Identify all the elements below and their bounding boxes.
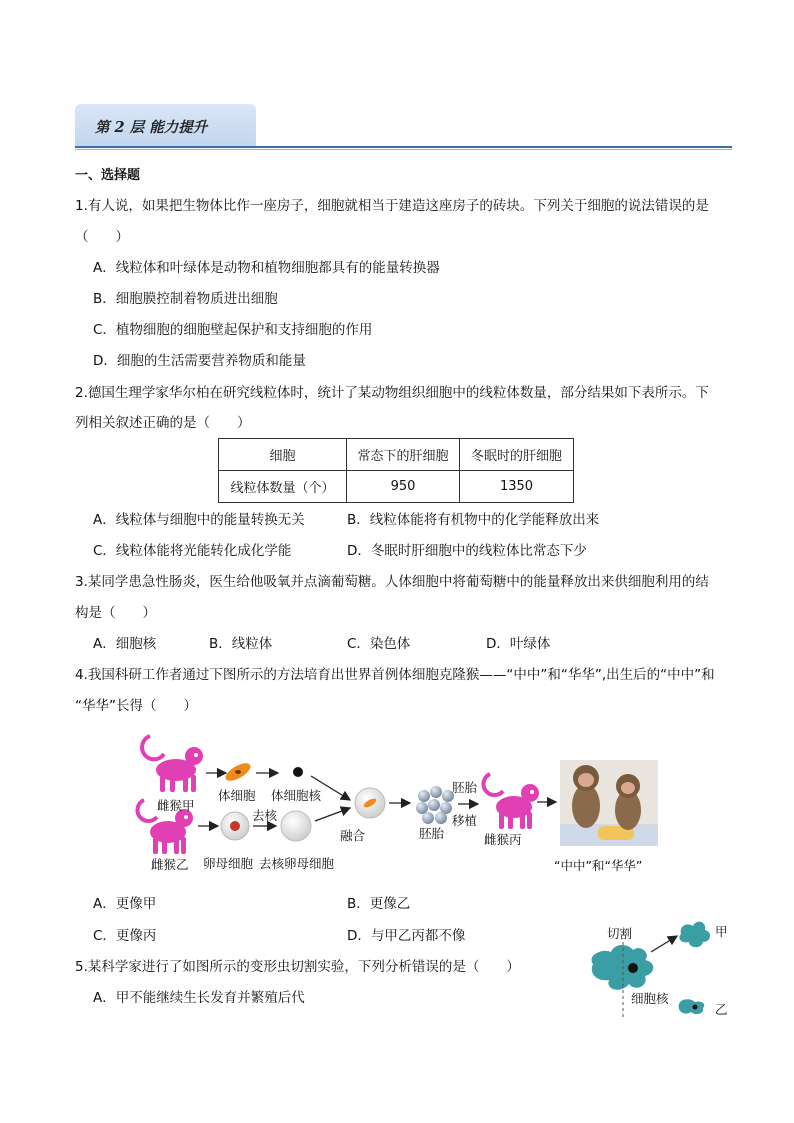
q1-stem-line1: 1.有人说，如果把生物体比作一座房子，细胞就相当于建造这座房子的砖块。下列关于细胞的说法错误的是: [75, 198, 709, 214]
q3-stem-line1: 3.某同学患急性肠炎，医生给他吸氧并点滴葡萄糖。人体细胞中将葡萄糖中的能量释放出来供细胞利用的结: [75, 574, 709, 590]
q1-stem-line2: （ ）: [75, 229, 129, 245]
mitochondria-table: [218, 438, 574, 503]
amoeba-diagram: [585, 912, 735, 1024]
table-header: 冬眠时的肝细胞: [460, 439, 574, 471]
q1-option-b[interactable]: B．细胞膜控制着物质进出细胞: [93, 291, 278, 307]
q3-option-c[interactable]: C．染色体: [347, 636, 411, 652]
table-header: 常态下的肝细胞: [347, 439, 460, 471]
oocyte-icon: [221, 812, 249, 840]
table-cell: 1350: [460, 471, 574, 503]
q4-option-a[interactable]: A．更像甲: [93, 896, 157, 912]
label-somatic-nucleus: 体细胞核: [271, 788, 322, 803]
label-embryo: 胚胎: [419, 826, 445, 841]
label-transfer-2: 移植: [452, 813, 478, 828]
label-cut: 切割: [607, 926, 633, 941]
enucleated-oocyte-icon: [281, 811, 311, 841]
q2-option-b[interactable]: B．线粒体能将有机物中的化学能释放出来: [347, 512, 600, 528]
q2-option-a[interactable]: A．线粒体与细胞中的能量转换无关: [93, 512, 305, 528]
layer-title: 第 2 层 能力提升: [95, 119, 208, 136]
q2-stem-line2: 列相关叙述正确的是（ ）: [75, 415, 251, 431]
amoeba-part-a-icon: [679, 922, 710, 948]
header-rule: [75, 146, 732, 148]
q4-option-c[interactable]: C．更像丙: [93, 928, 157, 944]
label-somatic-cell: 体细胞: [218, 788, 256, 803]
q5-option-a[interactable]: A．甲不能继续生长发育并繁殖后代: [93, 990, 305, 1006]
somatic-nucleus-icon: [293, 767, 303, 777]
label-oocyte: 卵母细胞: [203, 856, 254, 871]
table-header-row: [219, 439, 574, 471]
label-monkey-c: 雌猴丙: [484, 832, 522, 847]
table-header: 细胞: [219, 439, 347, 471]
q1-option-c[interactable]: C．植物细胞的细胞壁起保护和支持细胞的作用: [93, 322, 373, 338]
section-title: 一、选择题: [75, 168, 141, 183]
q4-stem-line1: 4.我国科研工作者通过下图所示的方法培育出世界首例体细胞克隆猴——“中中”和“华华”,出生后的“中中”和: [75, 667, 715, 683]
embryo-icon: [416, 786, 454, 824]
amoeba-part-b-icon: [679, 999, 705, 1014]
label-monkey-a: 雌猴甲: [157, 798, 195, 813]
label-transfer-1: 胚胎: [452, 780, 478, 795]
monkey-a-icon: [142, 736, 203, 792]
q2-option-d[interactable]: D．冬眠时肝细胞中的线粒体比常态下少: [347, 543, 587, 559]
label-enucleated-oocyte: 去核卵母细胞: [259, 856, 335, 871]
q1-option-a[interactable]: A．线粒体和叶绿体是动物和植物细胞都具有的能量转换器: [93, 260, 440, 276]
label-fusion: 融合: [340, 828, 366, 843]
table-cell: 线粒体数量（个）: [219, 471, 347, 503]
somatic-cell-icon: [223, 760, 253, 784]
cloning-diagram: [128, 728, 658, 878]
q3-stem-line2: 构是（ ）: [75, 605, 156, 621]
header-rule-thin: [75, 149, 732, 150]
cloned-monkeys-photo: [560, 760, 658, 846]
label-enucleate: 去核: [252, 808, 278, 823]
q2-stem-line1: 2.德国生理学家华尔柏在研究线粒体时，统计了某动物组织细胞中的线粒体数量，部分结果如下表所示。下: [75, 385, 709, 401]
label-nucleus: 细胞核: [631, 991, 669, 1006]
layer-tab: [75, 104, 256, 146]
q4-stem-line2: “华华”长得（ ）: [75, 698, 197, 714]
q4-option-b[interactable]: B．更像乙: [347, 896, 411, 912]
q1-option-d[interactable]: D．细胞的生活需要营养物质和能量: [93, 353, 306, 369]
label-monkey-b: 雌猴乙: [151, 857, 189, 872]
q5-stem-line1: 5.某科学家进行了如图所示的变形虫切割实验，下列分析错误的是（ ）: [75, 959, 520, 975]
table-cell: 950: [347, 471, 460, 503]
table-row: [219, 471, 574, 503]
q3-option-b[interactable]: B．线粒体: [209, 636, 273, 652]
q4-option-d[interactable]: D．与甲乙丙都不像: [347, 928, 466, 944]
monkey-c-icon: [483, 774, 539, 829]
fused-cell-icon: [355, 788, 385, 818]
q2-option-c[interactable]: C．线粒体能将光能转化成化学能: [93, 543, 292, 559]
photo-caption: “中中”和“华华”: [554, 858, 643, 873]
q3-option-d[interactable]: D．叶绿体: [486, 636, 551, 652]
amoeba-nucleus-icon: [628, 963, 638, 973]
label-part-a: 甲: [715, 924, 728, 939]
amoeba-body-icon: [592, 945, 654, 990]
q3-option-a[interactable]: A．细胞核: [93, 636, 157, 652]
label-part-b: 乙: [715, 1002, 728, 1017]
